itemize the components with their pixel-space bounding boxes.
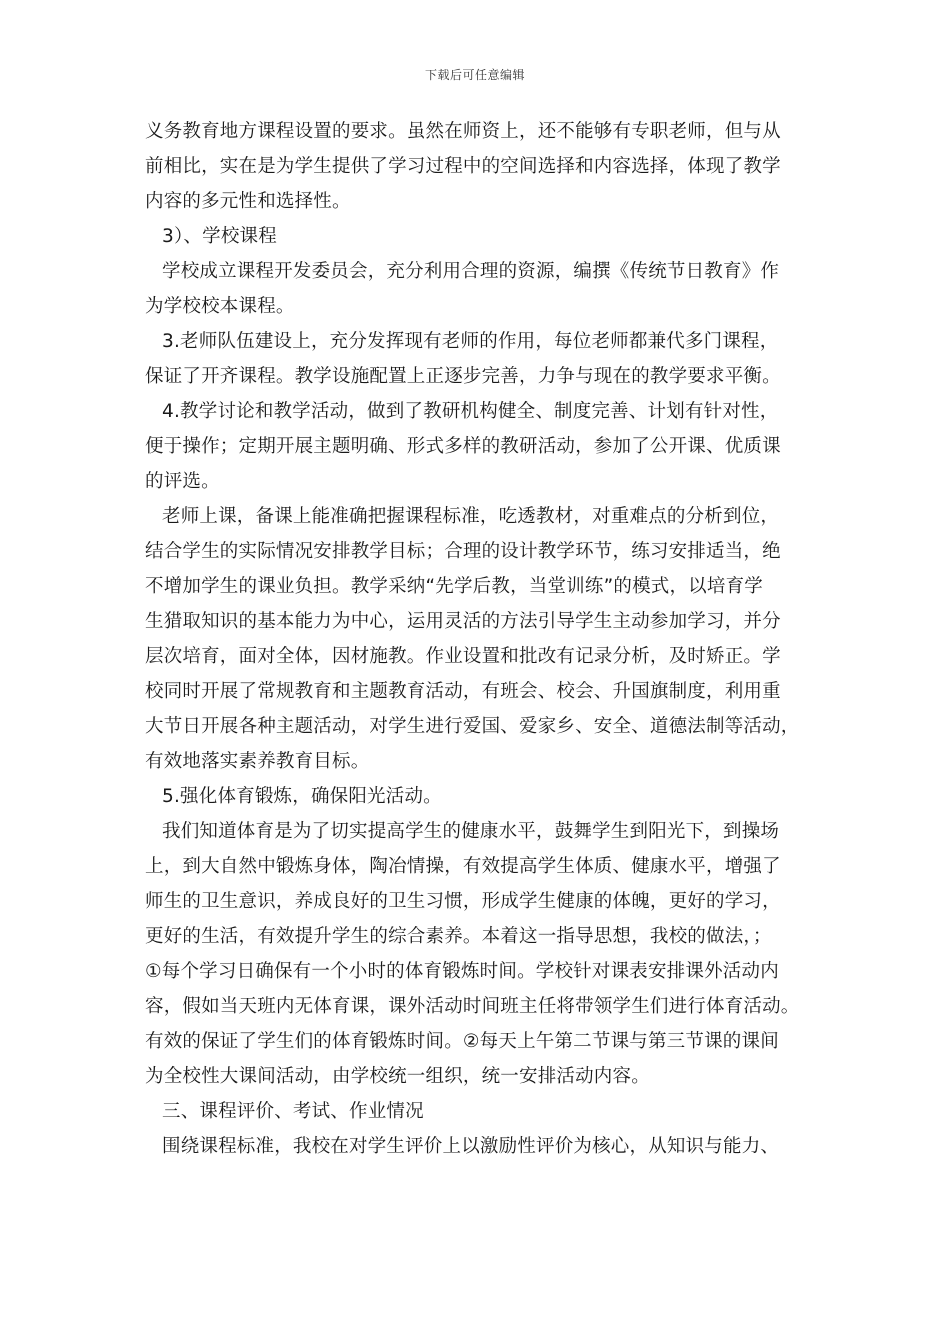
section-heading: 5.强化体育锻炼，确保阳光活动。 — [162, 786, 442, 807]
text-line: 结合学生的实际情况安排教学目标；合理的设计教学环节，练习安排适当，绝 — [145, 541, 781, 562]
text-line: 义务教育地方课程设置的要求。虽然在师资上，还不能够有专职老师，但与从 — [145, 121, 781, 142]
text-line: 有效地落实素养教育目标。 — [145, 751, 370, 772]
text-line: 生猎取知识的基本能力为中心，运用灵活的方法引导学生主动参加学习，并分 — [145, 611, 781, 632]
text-line: 为学校校本课程。 — [145, 296, 295, 317]
text-line: 便于操作；定期开展主题明确、形式多样的教研活动，参加了公开课、优质课 — [145, 436, 781, 457]
text-line: 上，到大自然中锻炼身体，陶冶情操，有效提高学生体质、健康水平，增强了 — [145, 856, 781, 877]
text-line: 内容的多元性和选择性。 — [145, 191, 351, 212]
text-line: 前相比，实在是为学生提供了学习过程中的空间选择和内容选择，体现了教学 — [145, 156, 781, 177]
text-line: 不增加学生的课业负担。教学采纳“先学后教，当堂训练”的模式，以培育学 — [145, 576, 763, 597]
text-line: 围绕课程标准，我校在对学生评价上以激励性评价为核心，从知识与能力、 — [162, 1136, 780, 1157]
text-line: 校同时开展了常规教育和主题教育活动，有班会、校会、升国旗制度，利用重 — [145, 681, 781, 702]
text-line: 有效的保证了学生们的体育锻炼时间。②每天上午第二节课与第三节课的课间 — [145, 1031, 779, 1052]
text-line: 我们知道体育是为了切实提高学生的健康水平，鼓舞学生到阳光下，到操场 — [162, 821, 780, 842]
text-line: 为全校性大课间活动，由学校统一组织，统一安排活动内容。 — [145, 1066, 650, 1087]
text-line: 3.老师队伍建设上，充分发挥现有老师的作用，每位老师都兼代多门课程， — [162, 331, 779, 352]
text-line: 学校成立课程开发委员会，充分利用合理的资源，编撰《传统节日教育》作 — [162, 261, 780, 282]
text-line: 的评选。 — [145, 471, 220, 492]
text-line: 层次培育，面对全体，因材施教。作业设置和批改有记录分析，及时矫正。学 — [145, 646, 781, 667]
text-line: 4.教学讨论和教学活动，做到了教研机构健全、制度完善、计划有针对性， — [162, 401, 779, 422]
text-line: 更好的生活，有效提升学生的综合素养。本着这一指导思想，我校的做法，； — [145, 926, 772, 947]
text-line: 老师上课，备课上能准确把握课程标准，吃透教材，对重难点的分析到位， — [162, 506, 780, 527]
page-header: 下载后可任意编辑 — [424, 68, 525, 82]
document-body — [145, 114, 825, 1164]
text-line: 保证了开齐课程。教学设施配置上正逐步完善，力争与现在的教学要求平衡。 — [145, 366, 781, 387]
text-line: ①每个学习日确保有一个小时的体育锻炼时间。学校针对课表安排课外活动内 — [145, 961, 779, 982]
section-heading: 3）、学校课程 — [162, 226, 277, 247]
text-line: 容，假如当天班内无体育课，课外活动时间班主任将带领学生们进行体育活动。 — [145, 996, 800, 1017]
text-line: 师生的卫生意识，养成良好的卫生习惯，形成学生健康的体魄，更好的学习， — [145, 891, 781, 912]
section-heading: 三、课程评价、考试、作业情况 — [162, 1101, 424, 1122]
text-line: 大节日开展各种主题活动，对学生进行爱国、爱家乡、安全、道德法制等活动， — [145, 716, 800, 737]
